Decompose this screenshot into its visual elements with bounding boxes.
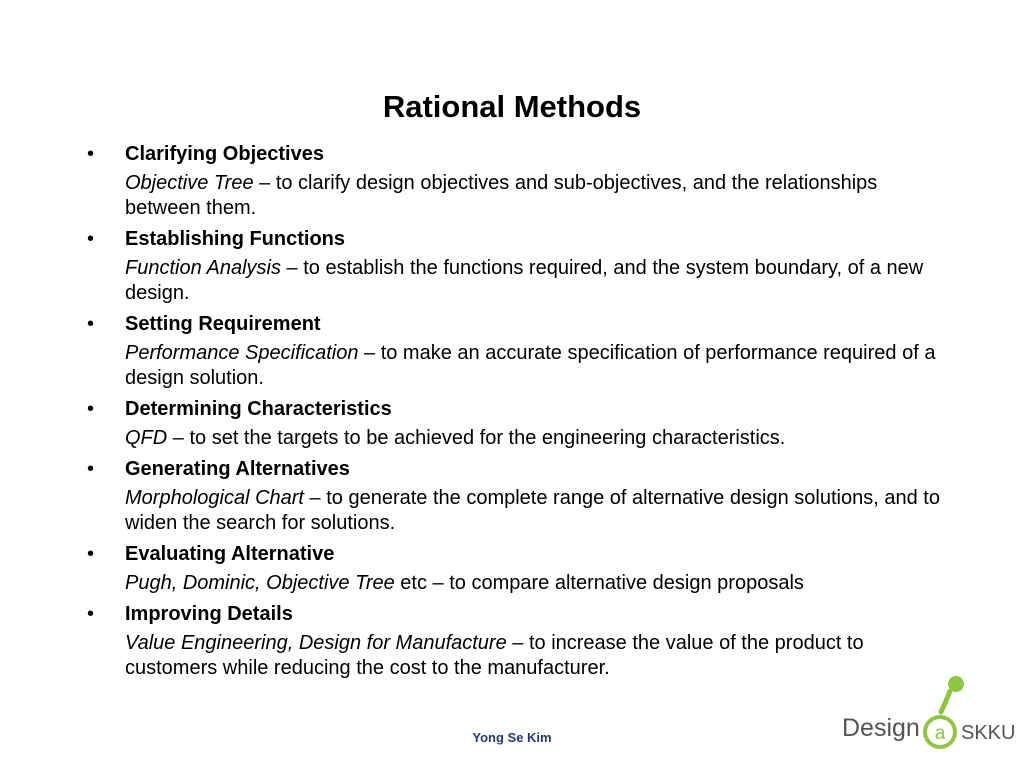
method-name: Pugh, Dominic, Objective Tree xyxy=(125,572,395,594)
item-description xyxy=(86,256,946,306)
list-item xyxy=(86,224,946,306)
list-item xyxy=(86,454,946,536)
list-item xyxy=(86,139,946,221)
method-purpose: – to make an accurate specification of performance required of a design solution. xyxy=(125,342,936,389)
item-description xyxy=(86,571,946,596)
bullet-icon: • xyxy=(87,543,95,565)
list-item xyxy=(86,394,946,451)
item-heading xyxy=(86,454,946,484)
list-item xyxy=(86,309,946,391)
method-name: QFD xyxy=(125,427,168,449)
method-suffix: etc xyxy=(394,572,427,594)
bullet-icon: • xyxy=(87,228,95,250)
method-purpose: – to generate the complete range of alternative design solutions, and to widen the search for solutions. xyxy=(125,487,940,534)
item-description xyxy=(86,426,946,451)
item-heading-text: Determining Characteristics xyxy=(125,398,392,420)
item-heading-text: Establishing Functions xyxy=(125,228,346,250)
item-heading-text: Generating Alternatives xyxy=(125,458,350,480)
method-purpose: – to compare alternative design proposals xyxy=(427,572,804,594)
item-description xyxy=(86,171,946,221)
bullet-icon: • xyxy=(87,603,95,625)
method-name: Value Engineering, Design for Manufacture xyxy=(125,632,507,654)
bullet-icon: • xyxy=(87,313,95,335)
list-item xyxy=(86,599,946,681)
method-purpose: – to clarify design objectives and sub-objectives, and the relationships between them. xyxy=(125,172,878,219)
item-heading-text: Evaluating Alternative xyxy=(125,543,335,565)
item-heading-text: Improving Details xyxy=(125,603,293,625)
item-heading-text: Clarifying Objectives xyxy=(125,143,324,165)
bullet-icon: • xyxy=(87,458,95,480)
item-description xyxy=(86,341,946,391)
method-purpose: – to establish the functions required, and the system boundary, of a new design. xyxy=(125,257,924,304)
item-heading xyxy=(86,139,946,169)
method-list xyxy=(86,139,946,684)
method-purpose: – to increase the value of the product to customers while reducing the cost to the manufacturer. xyxy=(125,632,864,679)
method-name: Function Analysis xyxy=(125,257,281,279)
method-name: Performance Specification xyxy=(125,342,359,364)
item-heading xyxy=(86,394,946,424)
item-heading xyxy=(86,599,946,629)
logo-design-text: Design xyxy=(842,714,920,742)
logo-stem-icon xyxy=(941,691,950,712)
slide-title: Rational Methods xyxy=(382,89,642,124)
design-a-skku-logo xyxy=(840,672,1015,752)
item-heading xyxy=(86,539,946,569)
footer-author: Yong Se Kim xyxy=(472,730,552,745)
item-description xyxy=(86,486,946,536)
item-description xyxy=(86,631,946,681)
list-item xyxy=(86,539,946,596)
method-name: Morphological Chart xyxy=(125,487,304,509)
item-heading xyxy=(86,309,946,339)
bullet-icon: • xyxy=(87,398,95,420)
item-heading xyxy=(86,224,946,254)
logo-skku-text: SKKU xyxy=(961,722,1015,744)
method-purpose: – to set the targets to be achieved for the engineering characteristics. xyxy=(167,427,786,449)
logo-a-text: a xyxy=(934,723,946,744)
item-heading-text: Setting Requirement xyxy=(125,313,321,335)
method-name: Objective Tree xyxy=(125,172,254,194)
bullet-icon: • xyxy=(87,143,95,165)
